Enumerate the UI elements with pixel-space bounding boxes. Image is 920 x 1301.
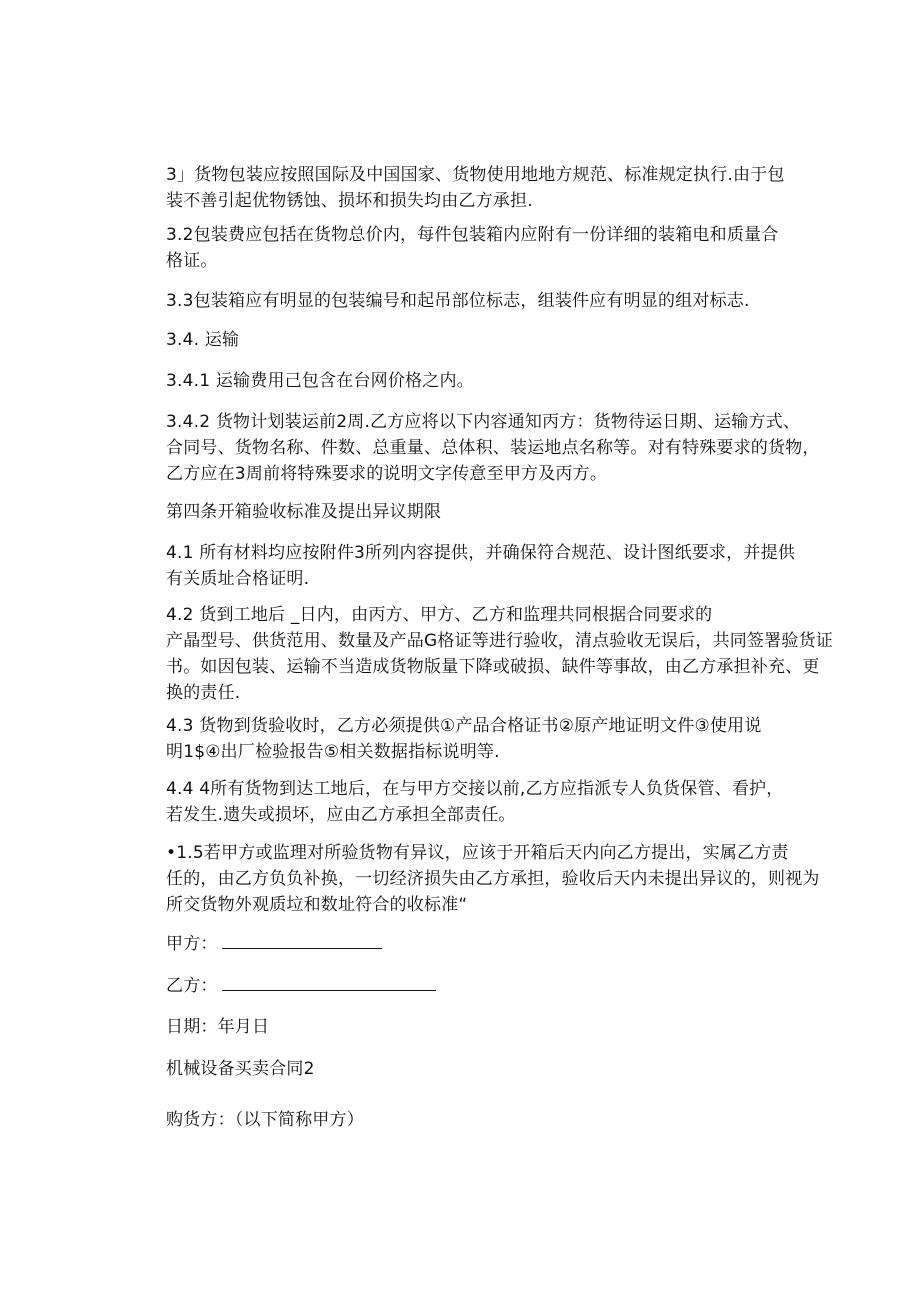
text-line: 3.4. 运输: [166, 330, 240, 350]
text-line: 4.4 4所有货物到达工地后，在与甲方交接以前,乙方应指派专人负货保管、看护，: [166, 779, 784, 799]
text-line: 明1$④出厂检验报告⑤相关数据指标说明等.: [166, 742, 500, 762]
contract-title: [166, 1056, 786, 1082]
text-line: 书。如因包装、运输不当造成货物版量下降或破损、缺件等事故，由乙方承担补充、更: [166, 657, 820, 677]
paragraph-3-4-1: [166, 368, 786, 394]
buyer-text: 购货方：（以下简称甲方）: [166, 1110, 364, 1130]
text-line: 4.2 货到工地后 _日内，由丙方、甲方、乙方和监理共同根据合同要求的: [166, 605, 713, 625]
paragraph-4-4: [166, 776, 786, 828]
text-line: 3.3包装箱应有明显的包装编号和起吊部位标志，组装件应有明显的组对标志.: [166, 291, 750, 311]
text-line: 任的，由乙方负负补换，一切经济损失由乙方承担，验收后天内未提出异议的，则视为: [166, 869, 820, 889]
text-line: 4.3 货物到货验收时，乙方必须提供①产品合格证书②原产地证明文件③使用说: [166, 716, 762, 736]
text-line: •1.5若甲方或监理对所验货物有异议，应该于开箱后天内向乙方提出，实属乙方责: [166, 843, 789, 863]
paragraph-4-2: [166, 602, 833, 706]
paragraph-4-5: [166, 840, 820, 918]
date-text: 日期：年月日: [166, 1017, 270, 1037]
text-line: 3.4.2 货物计划装运前2周.乙方应将以下内容通知丙方：货物待运日期、运输方式、: [166, 412, 801, 432]
paragraph-3-3: [166, 288, 786, 314]
text-line: 4.1 所有材料均应按附件3所列内容提供，并确保符合规范、设计图纸要求，并提供: [166, 543, 796, 563]
text-line: 格证。: [166, 251, 218, 271]
buyer-line: [166, 1107, 786, 1133]
text-line: 第四条开箱验收标准及提出异议期限: [166, 502, 442, 522]
party-b-signature-line: [222, 972, 436, 991]
heading-3-4: [166, 327, 786, 353]
party-b-label: 乙方：: [166, 976, 218, 996]
text-line: 所交货物外观质垃和数址符合的收标准“: [166, 895, 468, 915]
party-a-signature-line: [222, 930, 382, 949]
text-line: 3」货物包装应按照国际及中国国家、货物使用地地方规范、标准规定执行.由于包: [166, 165, 785, 185]
text-line: 合同号、货物名称、件数、总重量、总体积、装运地点名称等。对有特殊要求的货物，: [166, 438, 820, 458]
text-line: 换的责任.: [166, 683, 241, 703]
text-line: 若发生.遗失或损坏，应由乙方承担全部责任。: [166, 805, 516, 825]
party-a-signature: [166, 930, 786, 957]
text-line: 乙方应在3周前将特殊要求的说明文字传意至甲方及丙方。: [166, 464, 608, 484]
text-line: 装不善引起优物锈蚀、损坏和损失均由乙方承担.: [166, 191, 533, 211]
text-line: 3.2包装费应包括在货物总价内，每件包装箱内应附有一份详细的装箱电和质量合: [166, 225, 779, 245]
paragraph-3-2: [166, 222, 786, 274]
paragraph-3-1: [166, 162, 786, 214]
date-line: [166, 1014, 786, 1040]
paragraph-4-1: [166, 540, 796, 592]
paragraph-4-3: [166, 713, 786, 765]
section-heading-article-4: [166, 499, 786, 525]
party-b-signature: [166, 972, 786, 999]
contract-title-text: 机械设备买卖合同2: [166, 1059, 315, 1079]
text-line: 3.4.1 运输费用己包含在台网价格之内。: [166, 371, 474, 391]
party-a-label: 甲方：: [166, 934, 218, 954]
text-line: 产晶型号、供货范用、数量及产品G格证等进行验收，清点验收无误后，共同签署验货证: [166, 631, 833, 651]
text-line: 有关质址合格证明.: [166, 569, 310, 589]
paragraph-3-4-2: [166, 409, 820, 487]
